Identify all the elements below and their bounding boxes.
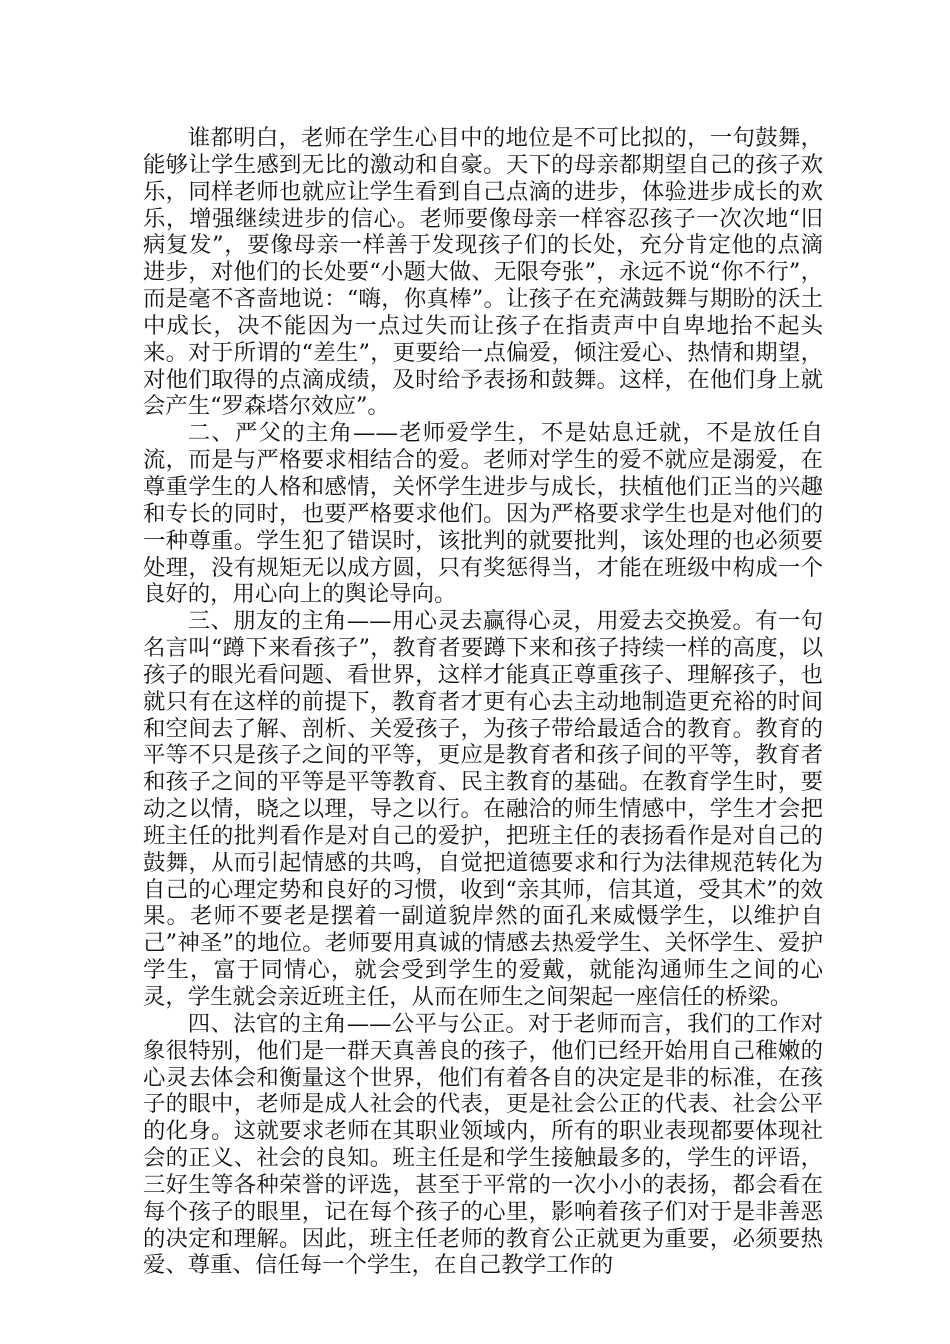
paragraph-strict-father: 二、严父的主角——老师爱学生，不是姑息迁就，不是放任自流，而是与严格要求相结合的爱。老师对学生的爱不就应是溺爱，在尊重学生的人格和感情，关怀学生进步与成长，扶植他们正当的兴趣和专长的同时，也要严格要求他们。因为严格要求学生也是对他们的一种尊重。学生犯了错误时，该批判的就要批判，该处理的也必须要处理，没有规矩无以成方圆，只有奖惩得当，才能在班级中构成一个良好的，用心向上的舆论导向。 xyxy=(143,420,823,608)
paragraph-encouragement: 谁都明白，老师在学生心目中的地位是不可比拟的，一句鼓舞，能够让学生感到无比的激动和自豪。天下的母亲都期望自己的孩子欢乐，同样老师也就应让学生看到自己点滴的进步，体验进步成长的欢乐，增强继续进步的信心。老师要像母亲一样容忍孩子一次次地“旧病复发”，要像母亲一样善于发现孩子们的长处，充分肯定他的点滴进步，对他们的长处要“小题大做、无限夸张”，永远不说“你不行”，而是毫不吝啬地说：“嗨，你真棒”。让孩子在充满鼓舞与期盼的沃土中成长，决不能因为一点过失而让孩子在指责声中自卑地抬不起头来。对于所谓的“差生”，更要给一点偏爱，倾注爱心、热情和期望，对他们取得的点滴成绩，及时给予表扬和鼓舞。这样，在他们身上就会产生“罗森塔尔效应”。 xyxy=(143,125,823,420)
paragraph-friend: 三、朋友的主角——用心灵去赢得心灵，用爱去交换爱。有一句名言叫“蹲下来看孩子”，教育者要蹲下来和孩子持续一样的高度，以孩子的眼光看问题、看世界，这样才能真正尊重孩子、理解孩子，也就只有在这样的前提下，教育者才更有心去主动地制造更充裕的时间和空间去了解、剖析、关爱孩子，为孩子带给最适合的教育。教育的平等不只是孩子之间的平等，更应是教育者和孩子间的平等，教育者和孩子之间的平等是平等教育、民主教育的基础。在教育学生时，要动之以情，晓之以理，导之以行。在融洽的师生情感中，学生才会把班主任的批判看作是对自己的爱护，把班主任的表扬看作是对自己的鼓舞，从而引起情感的共鸣，自觉把道德要求和行为法律规范转化为自己的心理定势和良好的习惯，收到“亲其师，信其道，受其术”的效果。老师不要老是摆着一副道貌岸然的面孔来威慑学生，以维护自己”神圣”的地位。老师要用真诚的情感去热爱学生、关怀学生、爱护学生，富于同情心，就会受到学生的爱戴，就能沟通师生之间的心灵，学生就会亲近班主任，从而在师生之间架起一座信任的桥梁。 xyxy=(143,608,823,1010)
document-body xyxy=(143,125,823,1279)
paragraph-judge: 四、法官的主角——公平与公正。对于老师而言，我们的工作对象很特别，他们是一群天真善良的孩子，他们已经开始用自己稚嫩的心灵去体会和衡量这个世界，他们有着各自的决定是非的标准，在孩子的眼中，老师是成人社会的代表，更是社会公正的代表、社会公平的化身。这就要求老师在其职业领域内，所有的职业表现都要体现社会的正义、社会的良知。班主任是和学生接触最多的，学生的评语，三好生等各种荣誉的评选，甚至于平常的一次小小的表扬，都会看在每个孩子的眼里，记在每个孩子的心里，影响着孩子们对于是非善恶的决定和理解。因此，班主任老师的教育公正就更为重要，必须要热爱、尊重、信任每一个学生，在自己教学工作的 xyxy=(143,1010,823,1279)
